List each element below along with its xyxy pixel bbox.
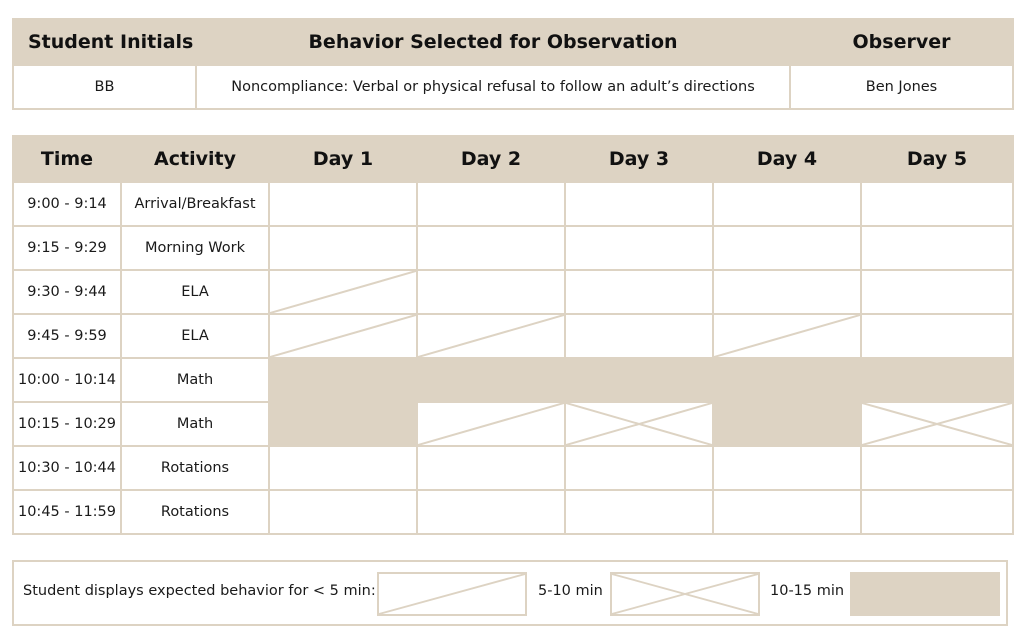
legend-5-10-label: 5-10 min [538, 583, 603, 599]
observation-cell-day-2[interactable] [417, 182, 565, 226]
behavior-header: Behavior Selected for Observation [196, 19, 790, 65]
observer-header: Observer [790, 19, 1013, 65]
student-initials-header: Student Initials [13, 19, 196, 65]
activity-cell: Rotations [121, 446, 269, 490]
observer-value: Ben Jones [790, 65, 1013, 109]
observation-cell-day-1[interactable] [269, 402, 417, 446]
legend-10-15-swatch [850, 572, 1000, 616]
observation-cell-day-3[interactable] [565, 226, 713, 270]
observation-cell-day-1[interactable] [269, 226, 417, 270]
observation-cell-day-4[interactable] [713, 182, 861, 226]
observation-cell-day-5[interactable] [861, 314, 1013, 358]
day-1-header: Day 1 [269, 136, 417, 182]
observation-cell-day-2[interactable] [417, 446, 565, 490]
observation-cell-day-1[interactable] [269, 358, 417, 402]
observation-cell-day-1[interactable] [269, 446, 417, 490]
observation-cell-day-5[interactable] [861, 402, 1013, 446]
day-5-header: Day 5 [861, 136, 1013, 182]
observation-cell-day-1[interactable] [269, 182, 417, 226]
observation-cell-day-3[interactable] [565, 402, 713, 446]
activity-cell: Morning Work [121, 226, 269, 270]
legend [12, 560, 1008, 626]
observation-info-row [13, 65, 1013, 109]
observation-cell-day-4[interactable] [713, 226, 861, 270]
time-cell: 9:30 - 9:44 [13, 270, 121, 314]
observation-cell-day-3[interactable] [565, 358, 713, 402]
observation-cell-day-5[interactable] [861, 490, 1013, 534]
observation-cell-day-4[interactable] [713, 270, 861, 314]
legend-lt5-swatch [377, 572, 527, 616]
grid-row [13, 402, 1013, 446]
observation-cell-day-4[interactable] [713, 358, 861, 402]
observation-cell-day-2[interactable] [417, 402, 565, 446]
observation-info-header-row [13, 19, 1013, 65]
observation-cell-day-3[interactable] [565, 182, 713, 226]
time-cell: 10:30 - 10:44 [13, 446, 121, 490]
activity-cell: ELA [121, 314, 269, 358]
time-cell: 10:15 - 10:29 [13, 402, 121, 446]
legend-5-10-swatch [610, 572, 760, 616]
observation-cell-day-2[interactable] [417, 226, 565, 270]
grid-row [13, 182, 1013, 226]
observation-cell-day-5[interactable] [861, 358, 1013, 402]
observation-cell-day-2[interactable] [417, 490, 565, 534]
time-cell: 9:15 - 9:29 [13, 226, 121, 270]
observation-info-table [12, 18, 1014, 110]
day-4-header: Day 4 [713, 136, 861, 182]
time-cell: 9:00 - 9:14 [13, 182, 121, 226]
grid-row [13, 358, 1013, 402]
time-cell: 9:45 - 9:59 [13, 314, 121, 358]
time-header: Time [13, 136, 121, 182]
observation-cell-day-3[interactable] [565, 490, 713, 534]
time-cell: 10:00 - 10:14 [13, 358, 121, 402]
observation-cell-day-5[interactable] [861, 226, 1013, 270]
student-initials-value: BB [13, 65, 196, 109]
activity-cell: Arrival/Breakfast [121, 182, 269, 226]
observation-cell-day-4[interactable] [713, 446, 861, 490]
observation-cell-day-1[interactable] [269, 270, 417, 314]
activity-cell: Math [121, 402, 269, 446]
observation-cell-day-2[interactable] [417, 314, 565, 358]
observation-cell-day-4[interactable] [713, 314, 861, 358]
activity-header: Activity [121, 136, 269, 182]
grid-body [13, 182, 1013, 534]
grid-header-row [13, 136, 1013, 182]
observation-grid [12, 135, 1014, 535]
legend-10-15-label: 10-15 min [770, 583, 845, 599]
grid-row [13, 446, 1013, 490]
observation-cell-day-3[interactable] [565, 270, 713, 314]
legend-lt5-label: Student displays expected behavior for < 5 min: [23, 583, 376, 599]
grid-row [13, 490, 1013, 534]
day-3-header: Day 3 [565, 136, 713, 182]
grid-row [13, 270, 1013, 314]
observation-cell-day-4[interactable] [713, 490, 861, 534]
observation-cell-day-5[interactable] [861, 270, 1013, 314]
activity-cell: ELA [121, 270, 269, 314]
observation-cell-day-4[interactable] [713, 402, 861, 446]
observation-cell-day-1[interactable] [269, 490, 417, 534]
observation-cell-day-2[interactable] [417, 358, 565, 402]
activity-cell: Rotations [121, 490, 269, 534]
observation-cell-day-5[interactable] [861, 446, 1013, 490]
observation-cell-day-5[interactable] [861, 182, 1013, 226]
grid-row [13, 314, 1013, 358]
observation-cell-day-3[interactable] [565, 314, 713, 358]
day-2-header: Day 2 [417, 136, 565, 182]
activity-cell: Math [121, 358, 269, 402]
observation-cell-day-2[interactable] [417, 270, 565, 314]
observation-cell-day-3[interactable] [565, 446, 713, 490]
observation-cell-day-1[interactable] [269, 314, 417, 358]
behavior-value: Noncompliance: Verbal or physical refusal to follow an adult’s directions [196, 65, 790, 109]
time-cell: 10:45 - 11:59 [13, 490, 121, 534]
grid-row [13, 226, 1013, 270]
